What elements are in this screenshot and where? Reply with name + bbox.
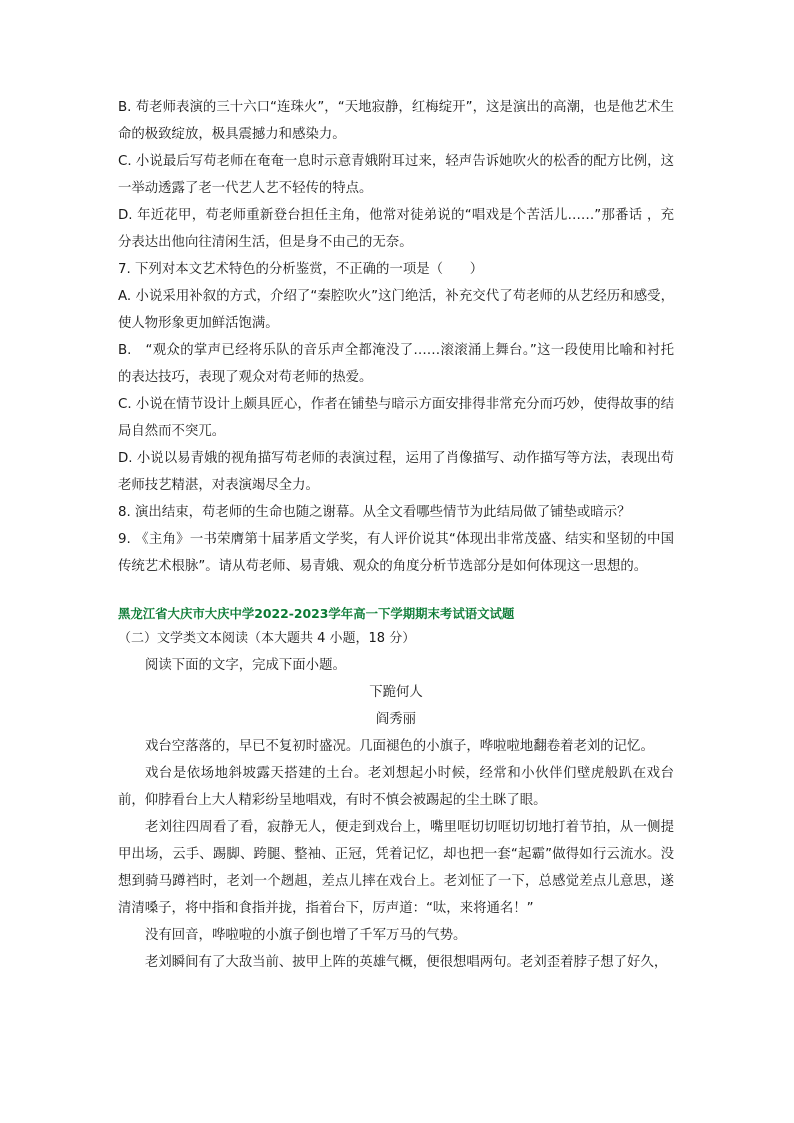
q7-option-b: B. “观众的掌声已经将乐队的音乐声全都淹没了……滚滚涌上舞台。”这一段使用比喻和衬托的表达技巧，表现了观众对苟老师的热爱。: [118, 343, 674, 385]
story-paragraph: 老刘瞬间有了大敌当前、披甲上阵的英雄气概，便很想唱两句。老刘歪着脖子想了好久，: [145, 955, 668, 970]
story-paragraph: 没有回音，哗啦啦的小旗子倒也增了千军万马的气势。: [145, 928, 467, 943]
story-author: 阎秀丽: [375, 712, 417, 727]
q6-option-c: C. 小说最后写苟老师在奄奄一息时示意青娥附耳过来，轻声告诉她吹火的松香的配方比例，这一举动透露了老一代艺人艺不轻传的特点。: [118, 154, 674, 196]
q7-option-d: D. 小说以易青娥的视角描写苟老师的表演过程，运用了肖像描写、动作描写等方法，表现出苟老师技艺精湛，对表演竭尽全力。: [118, 451, 674, 493]
story-paragraph: 戏台空落落的，早已不复初时盛况。几面褪色的小旗子，哗啦啦地翻卷着老刘的记忆。: [145, 739, 654, 754]
story-paragraph: 老刘往四周看了看，寂静无人，便走到戏台上，嘴里哐切切哐切切地打着节拍，从一侧提甲出场，云手、踢脚、跨腿、整袖、正冠，凭着记忆，却也把一套“起霸”做得如行云流水。没想到骑马蹲裆时，老刘一个趔趄，差点儿摔在戏台上。老刘怔了一下，总感觉差点儿意思，遂清清嗓子，将中指和食指并拢，指着台下，厉声道：“呔，来将通名！”: [118, 820, 674, 916]
q6-option-b: B. 苟老师表演的三十六口“连珠火”，“天地寂静，红梅绽开”，这是演出的高潮，也是他艺术生命的极致绽放，极具震撼力和感染力。: [118, 100, 674, 142]
q7-stem: 7. 下列对本文艺术特色的分析鉴赏，不正确的一项是（ ）: [118, 262, 484, 277]
q7-option-c: C. 小说在情节设计上颇具匠心，作者在铺垫与暗示方面安排得非常充分而巧妙，使得故事的结局自然而不突兀。: [118, 397, 674, 439]
question-9: 9. 《主角》一书荣膺第十届茅盾文学奖，有人评价说其“体现出非常茂盛、结实和坚韧的中国传统艺术根脉”。请从苟老师、易青娥、观众的角度分析节选部分是如何体现这一思想的。: [118, 532, 674, 574]
section-heading: （二）文学类文本阅读（本大题共 4 小题，18 分）: [118, 631, 416, 646]
story-title: 下跪何人: [369, 685, 423, 700]
spacer: [118, 580, 674, 594]
story-paragraph: 戏台是依场地斜坡露天搭建的土台。老刘想起小时候，经常和小伙伴们壁虎般趴在戏台前，仰脖看台上大人精彩纷呈地唱戏，有时不慎会被踢起的尘土眯了眼。: [118, 766, 674, 808]
q6-option-d: D. 年近花甲，苟老师重新登台担任主角，他常对徒弟说的“唱戏是个苦活儿……”那番话 ，充分表达出他向往清闲生活，但是身不由己的无奈。: [118, 208, 674, 250]
reading-instruction: 阅读下面的文字，完成下面小题。: [145, 658, 346, 673]
source-title: 黑龙江省大庆市大庆中学2022-2023学年高一下学期期末考试语文试题: [118, 606, 515, 621]
question-8: 8. 演出结束，苟老师的生命也随之谢幕。从全文看哪些情节为此结局做了铺垫或暗示？: [118, 505, 631, 520]
page-content: [118, 94, 674, 976]
q7-option-a: A. 小说采用补叙的方式，介绍了“秦腔吹火”这门绝活，补充交代了苟老师的从艺经历和感受，使人物形象更加鲜活饱满。: [118, 289, 674, 331]
